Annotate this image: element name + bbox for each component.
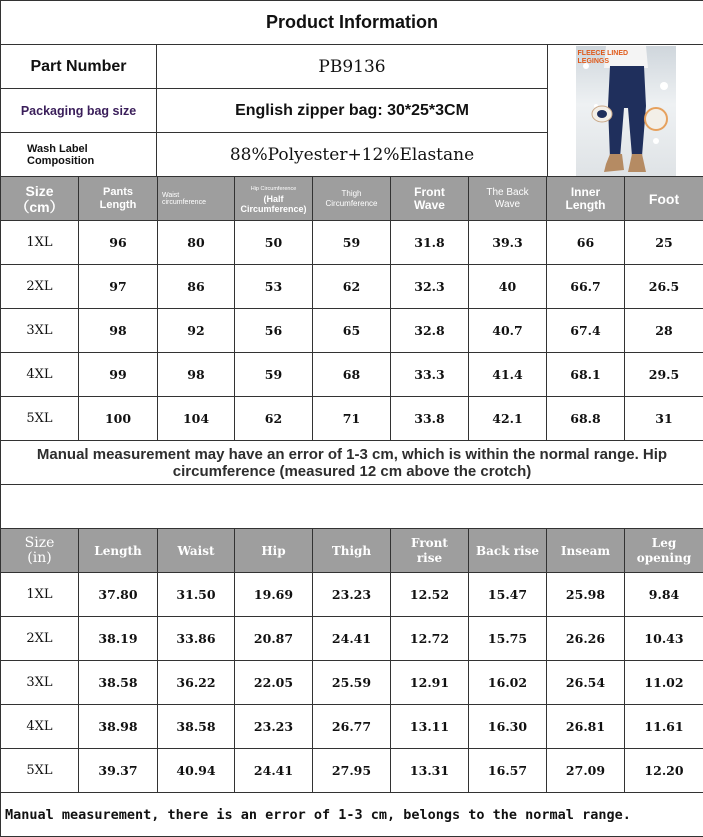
header-hip-title: Hip Circumference [250,185,297,192]
cm-row [1,353,703,397]
cm-value-cell: 99 [79,353,158,397]
cm-value-cell: 65 [313,309,391,353]
in-value-cell: 40.94 [158,749,235,793]
cm-value-cell: 67.4 [547,309,625,353]
in-header-back-rise: Back rise [469,529,547,573]
in-value-cell: 26.81 [547,705,625,749]
header-hip-sub: (Half Circumference) [240,193,307,214]
cm-value-cell: 56 [235,309,313,353]
in-header-waist: Waist [158,529,235,573]
in-value-cell: 13.11 [391,705,469,749]
in-size-cell: 2XL [1,617,79,661]
in-row [1,617,703,661]
in-row [1,749,703,793]
in-header-hip: Hip [235,529,313,573]
in-value-cell: 12.20 [625,749,703,793]
cm-value-cell: 100 [79,397,158,441]
product-image [576,46,676,176]
cm-row [1,309,703,353]
cm-row [1,265,703,309]
cm-value-cell: 50 [235,221,313,265]
cm-value-cell: 92 [158,309,235,353]
in-value-cell: 27.95 [313,749,391,793]
cm-value-cell: 96 [79,221,158,265]
cm-value-cell: 59 [235,353,313,397]
product-image-cell [548,45,703,177]
in-value-cell: 11.61 [625,705,703,749]
cm-value-cell: 33.3 [391,353,469,397]
cm-value-cell: 66.7 [547,265,625,309]
size-chart-inches [0,528,703,837]
cm-value-cell: 29.5 [625,353,703,397]
in-value-cell: 16.30 [469,705,547,749]
cm-value-cell: 28 [625,309,703,353]
cm-value-cell: 86 [158,265,235,309]
cm-value-cell: 26.5 [625,265,703,309]
in-header-size: Size (in) [1,529,79,573]
cm-value-cell: 80 [158,221,235,265]
in-row [1,573,703,617]
in-header-length: Length [79,529,158,573]
cm-value-cell: 98 [79,309,158,353]
cm-value-cell: 68.8 [547,397,625,441]
cm-value-cell: 32.3 [391,265,469,309]
cm-value-cell: 59 [313,221,391,265]
product-info-title: Product Information [1,1,703,45]
in-value-cell: 12.91 [391,661,469,705]
in-value-cell: 23.23 [235,705,313,749]
cm-size-cell: 4XL [1,353,79,397]
wash-label: Wash Label Composition [1,133,157,177]
header-hip [235,177,313,221]
in-value-cell: 10.43 [625,617,703,661]
in-value-cell: 38.58 [158,705,235,749]
image-caption: FLEECE LINED LEGINGS [577,49,629,65]
cm-size-cell: 5XL [1,397,79,441]
header-thigh: Thigh Circumference [313,177,391,221]
size-chart-cm [0,176,703,529]
cm-row [1,397,703,441]
header-inner-length: Inner Length [547,177,625,221]
header-back-wave: The Back Wave [469,177,547,221]
in-value-cell: 11.02 [625,661,703,705]
in-value-cell: 12.52 [391,573,469,617]
in-value-cell: 38.19 [79,617,158,661]
cm-value-cell: 97 [79,265,158,309]
cm-value-cell: 31 [625,397,703,441]
in-value-cell: 16.57 [469,749,547,793]
in-value-cell: 37.80 [79,573,158,617]
in-value-cell: 31.50 [158,573,235,617]
in-value-cell: 38.58 [79,661,158,705]
spacer-row [1,485,703,529]
in-value-cell: 25.98 [547,573,625,617]
in-size-cell: 5XL [1,749,79,793]
cm-value-cell: 104 [158,397,235,441]
in-size-cell: 4XL [1,705,79,749]
in-size-cell: 3XL [1,661,79,705]
in-row [1,661,703,705]
in-value-cell: 9.84 [625,573,703,617]
in-size-cell: 1XL [1,573,79,617]
in-value-cell: 19.69 [235,573,313,617]
cm-value-cell: 71 [313,397,391,441]
cm-value-cell: 25 [625,221,703,265]
in-value-cell: 16.02 [469,661,547,705]
cm-value-cell: 31.8 [391,221,469,265]
in-value-cell: 22.05 [235,661,313,705]
in-value-cell: 38.98 [79,705,158,749]
in-header-front-rise: Front rise [391,529,469,573]
cm-value-cell: 53 [235,265,313,309]
cm-value-cell: 40.7 [469,309,547,353]
in-header-thigh: Thigh [313,529,391,573]
in-value-cell: 39.37 [79,749,158,793]
in-value-cell: 24.41 [313,617,391,661]
cm-value-cell: 42.1 [469,397,547,441]
in-value-cell: 26.26 [547,617,625,661]
cm-size-cell: 1XL [1,221,79,265]
in-value-cell: 33.86 [158,617,235,661]
in-value-cell: 24.41 [235,749,313,793]
in-value-cell: 15.75 [469,617,547,661]
cm-value-cell: 33.8 [391,397,469,441]
in-value-cell: 12.72 [391,617,469,661]
header-waist: Waist circumference [158,177,235,221]
header-front-wave: Front Wave [391,177,469,221]
header-foot: Foot [625,177,703,221]
in-value-cell: 15.47 [469,573,547,617]
in-value-cell: 26.54 [547,661,625,705]
header-pants-length: Pants Length [79,177,158,221]
in-value-cell: 36.22 [158,661,235,705]
cm-value-cell: 39.3 [469,221,547,265]
in-value-cell: 26.77 [313,705,391,749]
cm-value-cell: 66 [547,221,625,265]
cm-value-cell: 68.1 [547,353,625,397]
in-value-cell: 23.23 [313,573,391,617]
part-number-label: Part Number [1,45,157,89]
product-info-table [0,0,703,177]
cm-row [1,221,703,265]
composition-value: 88%Polyester+12%Elastane [157,133,548,177]
cm-size-cell: 2XL [1,265,79,309]
cm-measurement-note: Manual measurement may have an error of 1-3 cm, which is within the normal range. Hip circumference (measured 12 cm above the crotch) [1,441,703,485]
cm-value-cell: 40 [469,265,547,309]
packaging-label: Packaging bag size [1,89,157,133]
cm-value-cell: 98 [158,353,235,397]
packaging-value: English zipper bag: 30*25*3CM [157,89,548,133]
in-value-cell: 25.59 [313,661,391,705]
in-value-cell: 20.87 [235,617,313,661]
cm-value-cell: 41.4 [469,353,547,397]
in-header-inseam: Inseam [547,529,625,573]
cm-value-cell: 62 [235,397,313,441]
in-measurement-note: Manual measurement, there is an error of 1-3 cm, belongs to the normal range. [1,793,703,837]
cm-size-cell: 3XL [1,309,79,353]
part-number-value: PB9136 [157,45,548,89]
in-row [1,705,703,749]
cm-value-cell: 62 [313,265,391,309]
in-value-cell: 13.31 [391,749,469,793]
header-size: Size （cm） [1,177,79,221]
in-header-leg-opening: Leg opening [625,529,703,573]
cm-value-cell: 32.8 [391,309,469,353]
cm-value-cell: 68 [313,353,391,397]
in-value-cell: 27.09 [547,749,625,793]
